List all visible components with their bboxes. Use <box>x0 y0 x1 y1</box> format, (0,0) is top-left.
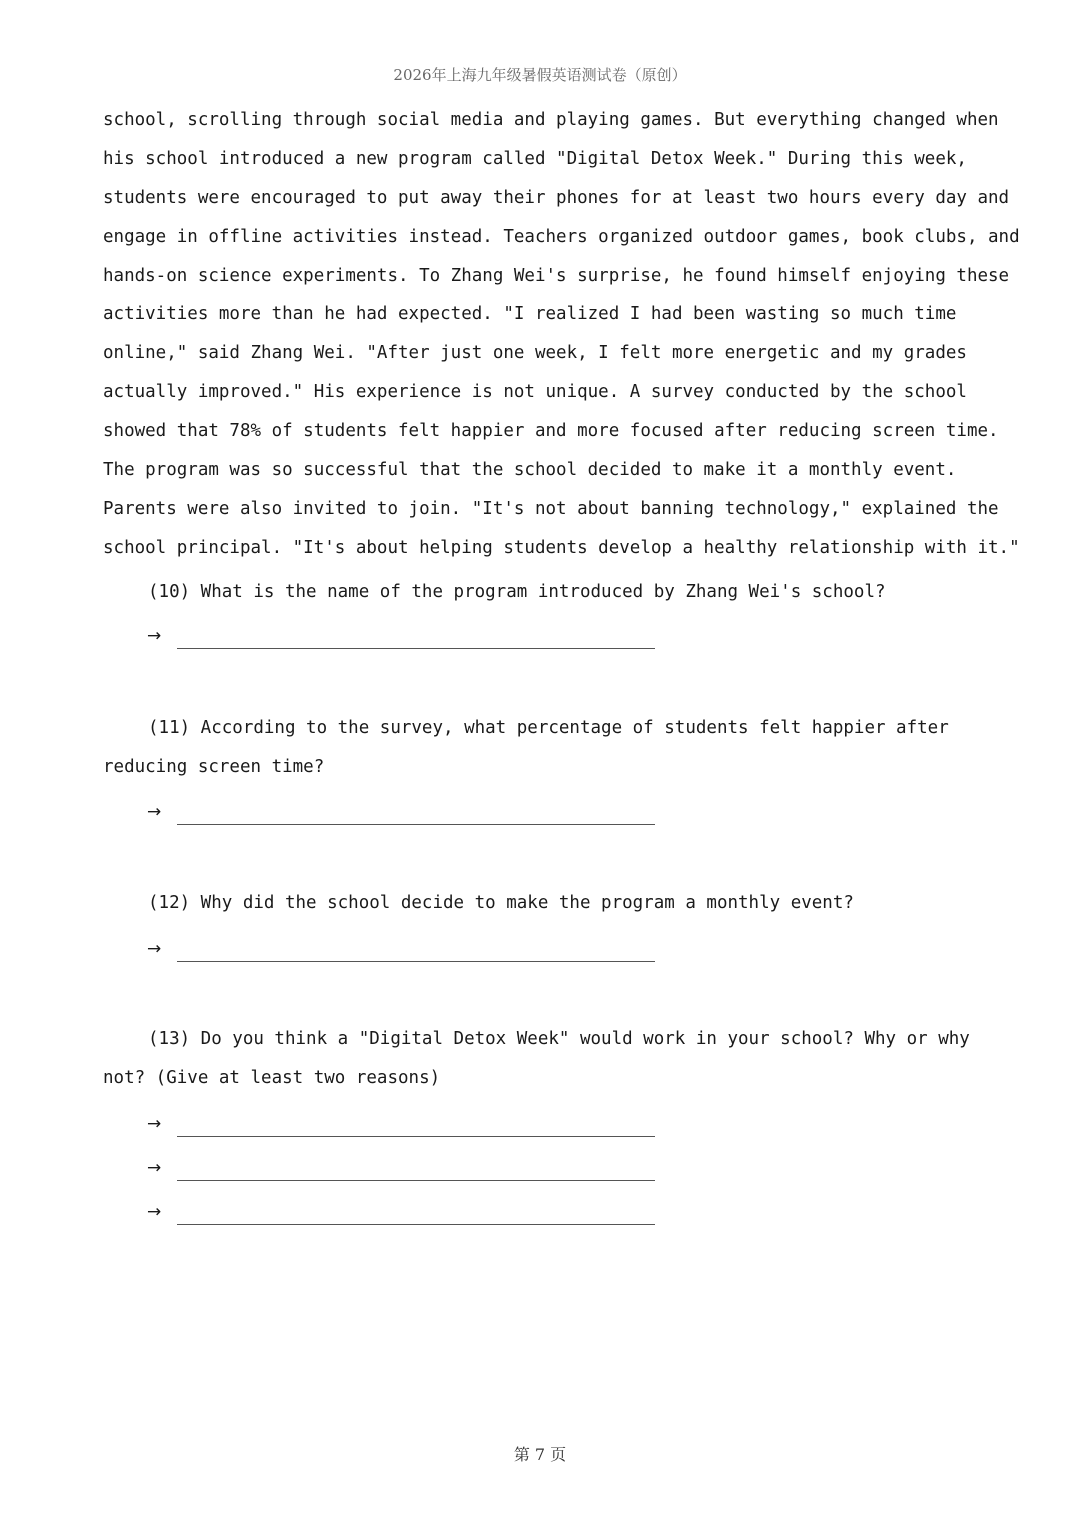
question-11-text-cont: reducing screen time? <box>103 756 325 777</box>
answer-blank-12[interactable] <box>177 961 655 962</box>
answer-row-13a <box>147 1116 667 1140</box>
passage-line: The program was so successful that the school decided to make it a monthly event. <box>103 460 957 481</box>
passage-line: students were encouraged to put away their phones for at least two hours every day and <box>103 187 1010 208</box>
passage-line: actually improved." His experience is not unique. A survey conducted by the school <box>103 382 967 403</box>
answer-blank-10[interactable] <box>177 648 655 649</box>
arrow-icon: → <box>147 802 162 822</box>
question-13-text: (13) Do you think a "Digital Detox Week" would work in your school? Why or why <box>148 1029 970 1049</box>
page-header-title: 2026年上海九年级暑假英语测试卷（原创） <box>393 66 687 84</box>
question-13 <box>103 1020 983 1098</box>
arrow-icon: → <box>147 626 162 646</box>
passage-line: online," said Zhang Wei. "After just one week, I felt more energetic and my grades <box>103 343 967 364</box>
answer-blank-13a[interactable] <box>177 1136 655 1137</box>
question-10 <box>103 573 983 612</box>
passage-line: engage in offline activities instead. Teachers organized outdoor games, book clubs, and <box>103 226 1020 247</box>
passage-line: showed that 78% of students felt happier and more focused after reducing screen time. <box>103 421 999 442</box>
answer-row-13c <box>147 1204 667 1228</box>
answer-row-10 <box>147 628 667 652</box>
answer-blank-13c[interactable] <box>177 1224 655 1225</box>
passage-line: his school introduced a new program called "Digital Detox Week." During this week, <box>103 148 967 169</box>
question-10-text: (10) What is the name of the program introduced by Zhang Wei's school? <box>148 582 886 602</box>
answer-row-13b <box>147 1160 667 1184</box>
arrow-icon: → <box>147 939 162 959</box>
answer-row-12 <box>147 941 667 965</box>
question-11-text: (11) According to the survey, what percentage of students felt happier after <box>148 718 949 738</box>
passage-line: hands-on science experiments. To Zhang Wei's surprise, he found himself enjoying these <box>103 265 1010 286</box>
question-12-text: (12) Why did the school decide to make the program a monthly event? <box>148 893 854 913</box>
passage-line: school, scrolling through social media and playing games. But everything changed when <box>103 110 999 130</box>
arrow-icon: → <box>147 1114 162 1134</box>
passage-line: school principal. "It's about helping students develop a healthy relationship with it." <box>103 537 1020 558</box>
question-12 <box>103 884 983 923</box>
question-13-text-cont: not? (Give at least two reasons) <box>103 1067 441 1088</box>
answer-row-11 <box>147 804 667 828</box>
arrow-icon: → <box>147 1202 162 1222</box>
passage-line: activities more than he had expected. "I realized I had been wasting so much time <box>103 304 957 325</box>
question-11 <box>103 709 983 787</box>
page-number: 第 7 页 <box>513 1445 567 1464</box>
reading-passage <box>103 101 1020 568</box>
answer-blank-11[interactable] <box>177 824 655 825</box>
arrow-icon: → <box>147 1158 162 1178</box>
answer-blank-13b[interactable] <box>177 1180 655 1181</box>
passage-line: Parents were also invited to join. "It's not about banning technology," explained the <box>103 498 999 519</box>
